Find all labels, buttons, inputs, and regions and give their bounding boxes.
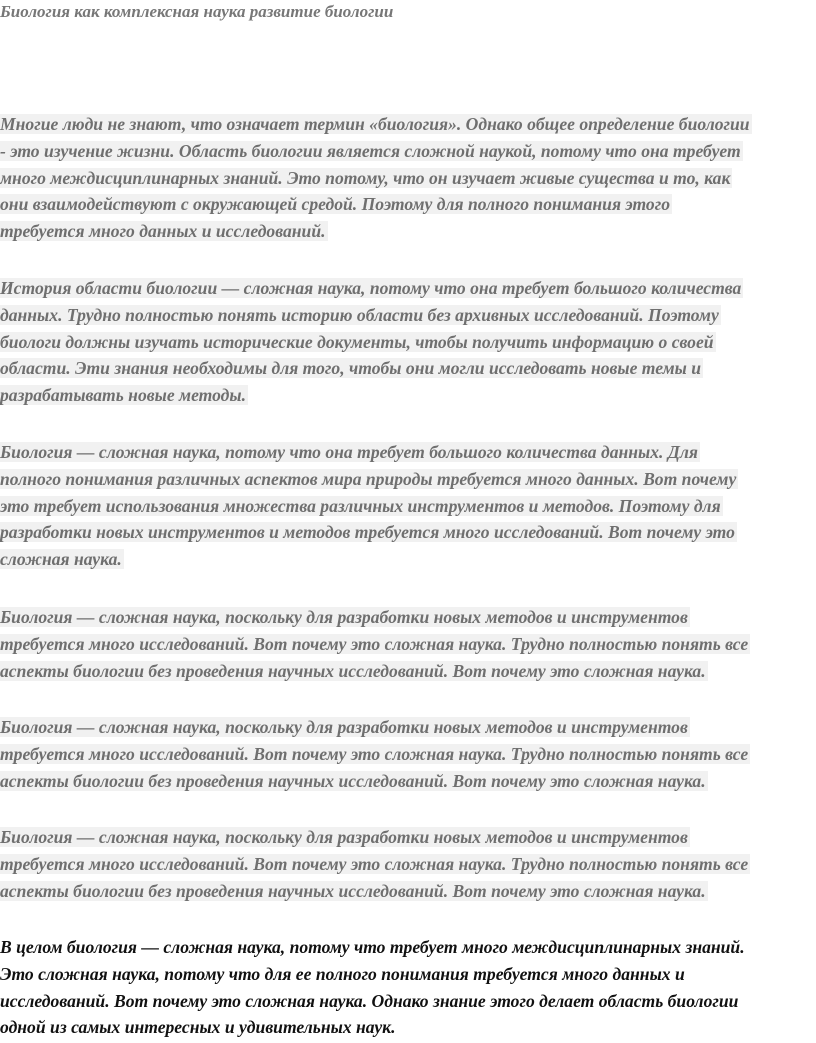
paragraph-line: аспекты биологии без проведения научных исследований. Вот почему это сложная наука. — [0, 880, 706, 901]
paragraph-line: области. Эти знания необходимы для того, чтобы они могли исследовать новые темы и — [0, 358, 702, 379]
paragraph-line: разрабатывать новые методы. — [0, 385, 247, 406]
paragraph-line: Биология — сложная наука, поскольку для разработки новых методов и инструментов — [0, 827, 688, 847]
paragraph-line: - это изучение жизни. Область биологии является сложной наукой, потому что она требует — [0, 140, 741, 161]
paragraph-line: требуется много исследований. Вот почему это сложная наука. Трудно полностью понять все — [0, 853, 749, 874]
paragraph-line: Биология — сложная наука, поскольку для разработки новых методов и инструментов — [0, 717, 688, 737]
paragraph-line: сложная наука. — [0, 549, 122, 570]
paragraph-line: История области биологии — сложная наука, потому что она требует большого количества — [0, 278, 742, 298]
paragraph-line: требуется много данных и исследований. — [0, 221, 326, 242]
paragraph-line: Это сложная наука, потому что для ее полного понимания требуется много данных и — [0, 963, 685, 984]
paragraph-line: они взаимодействуют с окружающей средой. Поэтому для полного понимания этого — [0, 194, 671, 215]
paragraph-2 — [0, 275, 816, 409]
paragraph-line: одной из самых интересных и удивительных наук. — [0, 1017, 396, 1038]
paragraph-line: аспекты биологии без проведения научных исследований. Вот почему это сложная наука. — [0, 770, 706, 791]
paragraph-line: Биология — сложная наука, потому что она требует большого количества данных. Для — [0, 442, 698, 462]
paragraph-line: это требует использования множества различных инструментов и методов. Поэтому для — [0, 495, 721, 516]
paragraph-line: данных. Трудно полностью понять историю области без архивных исследований. Поэтому — [0, 304, 719, 325]
paragraph-line: требуется много исследований. Вот почему это сложная наука. Трудно полностью понять все — [0, 633, 749, 654]
paragraph-3 — [0, 439, 816, 573]
paragraph-5 — [0, 714, 816, 794]
document-title: Биология как комплексная наука развитие биологии — [0, 2, 394, 21]
paragraph-line: Многие люди не знают, что означает термин «биология». Однако общее определение биологии — [0, 114, 750, 134]
paragraph-line: В целом биология — сложная наука, потому что требует много междисциплинарных знаний. — [0, 937, 745, 957]
paragraph-6 — [0, 824, 816, 904]
paragraph-line: аспекты биологии без проведения научных исследований. Вот почему это сложная наука. — [0, 660, 706, 681]
paragraph-line: много междисциплинарных знаний. Это потому, что он изучает живые существа и то, как — [0, 167, 731, 188]
paragraph-1 — [0, 111, 816, 245]
paragraph-conclusion — [0, 934, 816, 1041]
paragraph-line: требуется много исследований. Вот почему это сложная наука. Трудно полностью понять все — [0, 743, 749, 764]
paragraph-line: полного понимания различных аспектов мира природы требуется много данных. Вот почему — [0, 468, 737, 489]
paragraph-4 — [0, 604, 816, 684]
paragraph-line: биологи должны изучать исторические документы, чтобы получить информацию о своей — [0, 331, 714, 352]
paragraph-line: исследований. Вот почему это сложная наука. Однако знание этого делает область биологии — [0, 990, 739, 1011]
paragraph-line: разработки новых инструментов и методов требуется много исследований. Вот почему это — [0, 522, 735, 543]
paragraph-line: Биология — сложная наука, поскольку для разработки новых методов и инструментов — [0, 607, 688, 627]
